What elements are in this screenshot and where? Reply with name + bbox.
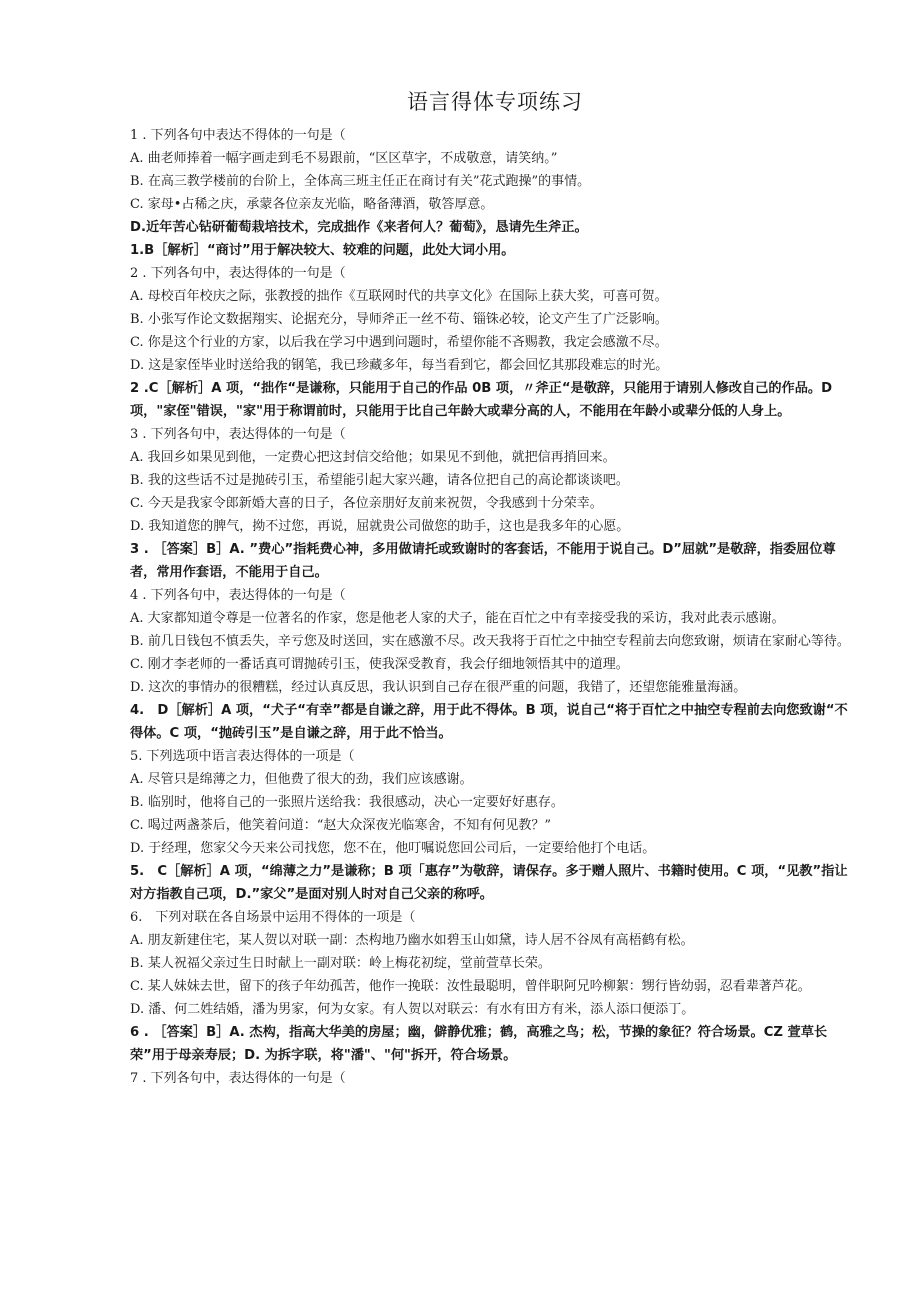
question-line: C. 今天是我家令郎新婚大喜的日子，各位亲朋好友前来祝贺，令我感到十分荣幸。 <box>130 496 603 511</box>
question-line: C. 刚才李老师的一番话真可谓抛砖引玉，使我深受教育，我会仔细地领悟其中的道理。 <box>130 657 629 672</box>
question-line: C. 家母•占稀之庆，承蒙各位亲友光临，略备薄酒，敬答厚意。 <box>130 197 494 212</box>
question-line: C. 某人妹妹去世，留下的孩子年幼孤苦，他作一挽联：汝性最聪明，曾伴职阿兄吟柳絮：甥行皆幼弱，忍看辈著芦花。 <box>130 979 811 994</box>
answer-paragraph: D.近年苦心钻研葡萄栽培技术，完成拙作《来者何人？葡萄》，恳请先生斧正。 <box>130 220 588 235</box>
answer-paragraph: 5. C［解析］A 项，“绵薄之力”是谦称；B 项「惠存”为敬辞，请保存。多于赠人照片、书籍时使用。C 项，“见教”指让对方指教自己项，D.”家父”是面对别人时对自己父亲的称呼。 <box>130 864 848 902</box>
answer-paragraph: 4. D［解析］A 项，“犬子“有幸”都是自谦之辞，用于此不得体。B 项，说自己“将于百忙之中抽空专程前去向您致谢“不得体。C 项，“抛砖引玉”是自谦之辞，用于此不恰当。 <box>130 703 848 741</box>
question-line: 5. 下列选项中语言表达得体的一项是（ <box>130 749 355 764</box>
answer-paragraph: 3 . ［答案］B］A. ”费心”指耗费心神，多用做请托或致谢时的客套话，不能用于说自己。D”屈就”是敬辞，指委屈位尊者，常用作套语，不能用于自己。 <box>130 542 836 580</box>
question-line: 3 . 下列各句中，表达得体的一句是（ <box>130 427 346 442</box>
question-line: B. 前几日钱包不慎丢失，辛亏您及时送回，实在感激不尽。改天我将于百忙之中抽空专程前去向您致谢，烦请在家耐心等待。 <box>130 634 850 649</box>
answer-paragraph: 6 . ［答案］B］A. 杰构，指高大华美的房屋；幽，僻静优雅；鹤，高雅之鸟；松，节操的象征？符合场景。CZ 萱草长荣”用于母亲寿辰；D. 为拆字联，将"潘"、"何"拆开，符合场景。 <box>130 1025 828 1063</box>
question-line: A. 曲老师捧着一幅字画走到毛不易跟前，“区区草字，不成敬意，请笑纳。” <box>130 151 558 166</box>
question-line: 2 . 下列各句中，表达得体的一句是（ <box>130 266 346 281</box>
question-line: 4 . 下列各句中，表达得体的一句是（ <box>130 588 346 603</box>
question-line: B. 临别时，他将自己的一张照片送给我：我很感动，决心一定要好好惠存。 <box>130 795 564 810</box>
question-line: A. 朋友新建住宅，某人贺以对联一副：杰构地乃幽水如碧玉山如黛，诗人居不谷凤有高梧鹤有松。 <box>130 933 694 948</box>
question-line: C. 喝过两盏茶后，他笑着问道：“赵大众深夜光临寒舍，不知有何见教？” <box>130 818 552 833</box>
question-line: 1 . 下列各句中表达不得体的一句是（ <box>130 128 346 143</box>
question-line: D. 我知道您的脾气，拗不过您，再说，屈就贵公司做您的助手，这也是我多年的心愿。 <box>130 519 630 534</box>
question-line: B. 我的这些话不过是抛砖引玉，希望能引起大家兴趣，请各位把自己的高论都谈谈吧。 <box>130 473 629 488</box>
question-line: A. 尽管只是绵薄之力，但他费了很大的劲，我们应该感谢。 <box>130 772 473 787</box>
question-line: D. 于经理，您家父今天来公司找您，您不在，他叮嘱说您回公司后，一定要给他打个电话。 <box>130 841 656 856</box>
answer-paragraph: 1.B［解析］“商讨”用于解决较大、较难的问题，此处大词小用。 <box>130 243 515 258</box>
document-page <box>130 88 860 1090</box>
question-line: B. 在高三教学楼前的台阶上，全体高三班主任正在商讨有关”花式跑操”的事情。 <box>130 174 591 189</box>
question-line: A. 母校百年校庆之际，张教授的拙作《互联网时代的共享文化》在国际上获大奖，可喜可贺。 <box>130 289 668 304</box>
document-body <box>130 124 860 1090</box>
question-line: 6. 下列对联在各自场景中运用不得体的一项是（ <box>130 910 416 925</box>
answer-paragraph: 2 .C［解析］A 项，“拙作“是谦称，只能用于自己的作品 0B 项，〃斧正“是敬辞，只能用于请别人修改自己的作品。D 项，"家侄"错误，"家"用于称谓前时，只能用于比自己年龄大或辈分高的人，不能用在年龄小或辈分低的人身上。 <box>130 381 833 419</box>
question-line: D. 这是家侄毕业时送给我的钢笔，我已珍藏多年，每当看到它，都会回忆其那段难忘的时光。 <box>130 358 669 373</box>
question-line: B. 某人祝福父亲过生日时献上一副对联：岭上梅花初绽，堂前萱草长荣。 <box>130 956 551 971</box>
question-line: A. 大家都知道令尊是一位著名的作家，您是他老人家的犬子，能在百忙之中有幸接受我的采访，我对此表示感谢。 <box>130 611 785 626</box>
question-line: 7 . 下列各句中，表达得体的一句是（ <box>130 1071 346 1086</box>
question-line: B. 小张写作论文数据翔实、论据充分，导师斧正一丝不苟、锱铢必较，论文产生了广泛影响。 <box>130 312 668 327</box>
question-line: D. 潘、何二姓结婚，潘为男家，何为女家。有人贺以对联云：有水有田方有米，添人添口便添丁。 <box>130 1002 695 1017</box>
question-line: C. 你是这个行业的方家，以后我在学习中遇到问题时，希望你能不吝赐教，我定会感激不尽。 <box>130 335 668 350</box>
question-line: A. 我回乡如果见到他，一定费心把这封信交给他；如果见不到他，就把信再捎回来。 <box>130 450 616 465</box>
question-line: D. 这次的事情办的很糟糕，经过认真反思，我认识到自己存在很严重的问题，我错了，还望您能雅量海涵。 <box>130 680 747 695</box>
page-title: 语言得体专项练习 <box>407 90 583 114</box>
